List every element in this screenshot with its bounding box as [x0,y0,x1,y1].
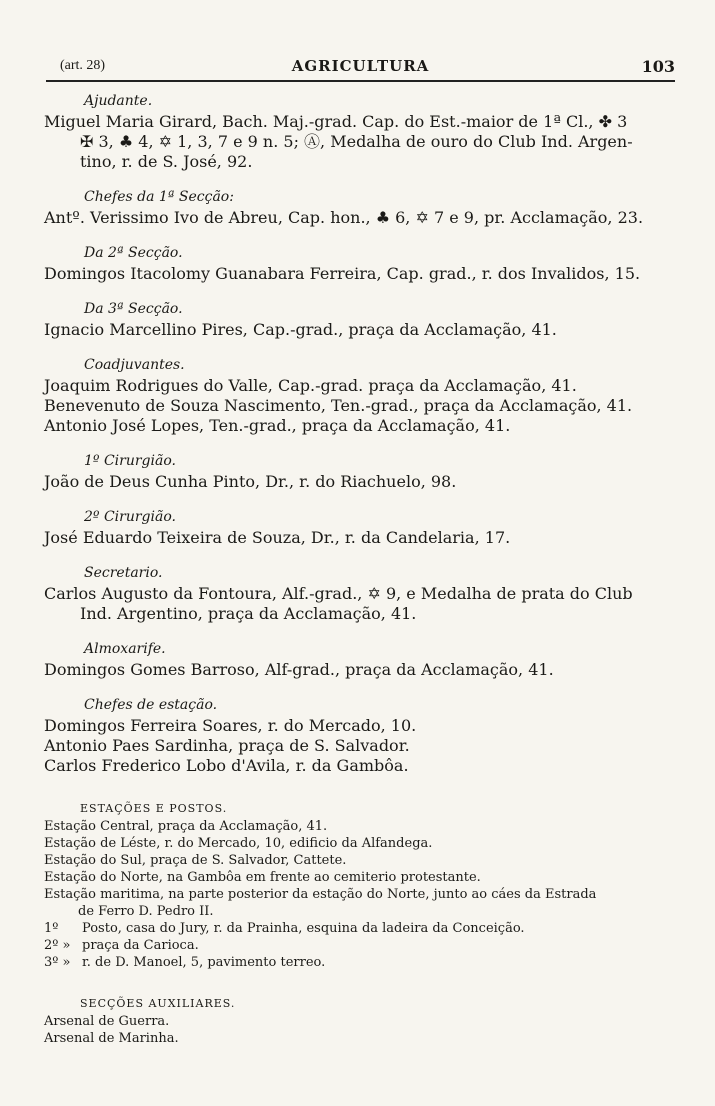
entry-line: Antonio José Lopes, Ten.-grad., praça da Acclamação, 41. [44,416,511,435]
section-heading: Chefes de estação. [84,697,218,713]
page-body [44,92,684,1063]
running-title: AGRICULTURA [291,57,430,75]
section-cirurgiao-1 [44,452,684,492]
section-ajudante [44,92,684,172]
section-chefes-estacao [44,696,684,776]
entry-line: Domingos Itacolomy Guanabara Ferreira, Cap. grad., r. dos Invalidos, 15. [44,264,641,283]
article-reference: (art. 28) [60,58,106,73]
section-secretario [44,564,684,624]
section-heading: 1º Cirurgião. [84,453,176,469]
post-line [44,954,684,971]
station-line: Estação do Norte, na Gambôa em frente ao cemiterio protestante. [44,870,481,885]
entry-line: João de Deus Cunha Pinto, Dr., r. do Riachuelo, 98. [44,472,457,491]
section-heading: Ajudante. [84,93,153,109]
entry-line: tino, r. de S. José, 92. [80,152,253,171]
entry-line: Antonio Paes Sardinha, praça de S. Salvador. [44,736,410,755]
section-heading: 2º Cirurgião. [84,509,176,525]
entry-line: Miguel Maria Girard, Bach. Maj.-grad. Cap. do Est.-maior de 1ª Cl., ✤ 3 [44,112,628,131]
post-text: r. de D. Manoel, 5, pavimento terreo. [82,955,326,970]
section-heading: SECÇÕES AUXILIARES. [80,997,236,1010]
page-number: 103 [641,57,675,76]
section-heading: Da 3ª Secção. [84,301,183,317]
post-text: Posto, casa do Jury, r. da Prainha, esquina da ladeira da Conceição. [82,921,525,936]
entry-line: Benevenuto de Souza Nascimento, Ten.-grad., praça da Acclamação, 41. [44,396,633,415]
station-line: Estação do Sul, praça de S. Salvador, Cattete. [44,853,347,868]
entry-line: José Eduardo Teixeira de Souza, Dr., r. da Candelaria, 17. [44,528,511,547]
station-line: Estação de Léste, r. do Mercado, 10, edificio da Alfandega. [44,836,433,851]
section-estacoes [44,802,684,971]
entry-line: Carlos Frederico Lobo d'Avila, r. da Gambôa. [44,756,409,775]
section-heading: ESTAÇÕES E POSTOS. [80,802,228,815]
section-heading: Secretario. [84,565,163,581]
entry-line: Ind. Argentino, praça da Acclamação, 41. [80,604,417,623]
section-chefes-1 [44,188,684,228]
section-cirurgiao-2 [44,508,684,548]
post-ordinal: 1º [44,921,59,936]
section-heading: Chefes da 1ª Secção: [84,189,234,205]
station-line: Estação maritima, na parte posterior da estação do Norte, junto ao cáes da Estrada [44,887,597,902]
page-header [46,58,675,82]
entry-line: ✠ 3, ♣ 4, ✡ 1, 3, 7 e 9 n. 5; Ⓐ, Medalha de ouro do Club Ind. Argen- [80,132,633,151]
entry-line: Joaquim Rodrigues do Valle, Cap.-grad. praça da Acclamação, 41. [44,376,577,395]
section-heading: Da 2ª Secção. [84,245,183,261]
auxiliary-line: Arsenal de Guerra. [44,1014,170,1029]
post-line [44,920,684,937]
entry-line: Ignacio Marcellino Pires, Cap.-grad., praça da Acclamação, 41. [44,320,557,339]
entry-line: Antº. Verissimo Ivo de Abreu, Cap. hon., ♣ 6, ✡ 7 e 9, pr. Acclamação, 23. [44,208,644,227]
section-almoxarife [44,640,684,680]
post-ordinal: 2º » [44,938,71,953]
section-heading: Almoxarife. [84,641,166,657]
post-text: praça da Carioca. [82,938,199,953]
section-chefes-2 [44,244,684,284]
section-auxiliares [44,997,684,1047]
post-line [44,937,684,954]
section-heading: Coadjuvantes. [84,357,185,373]
station-line: de Ferro D. Pedro II. [78,904,214,919]
entry-line: Domingos Gomes Barroso, Alf-grad., praça da Acclamação, 41. [44,660,554,679]
section-coadjuvantes [44,356,684,436]
entry-line: Carlos Augusto da Fontoura, Alf.-grad., ✡ 9, e Medalha de prata do Club [44,584,633,603]
entry-line: Domingos Ferreira Soares, r. do Mercado, 10. [44,716,417,735]
section-chefes-3 [44,300,684,340]
auxiliary-line: Arsenal de Marinha. [44,1031,179,1046]
post-ordinal: 3º » [44,955,71,970]
station-line: Estação Central, praça da Acclamação, 41. [44,819,328,834]
